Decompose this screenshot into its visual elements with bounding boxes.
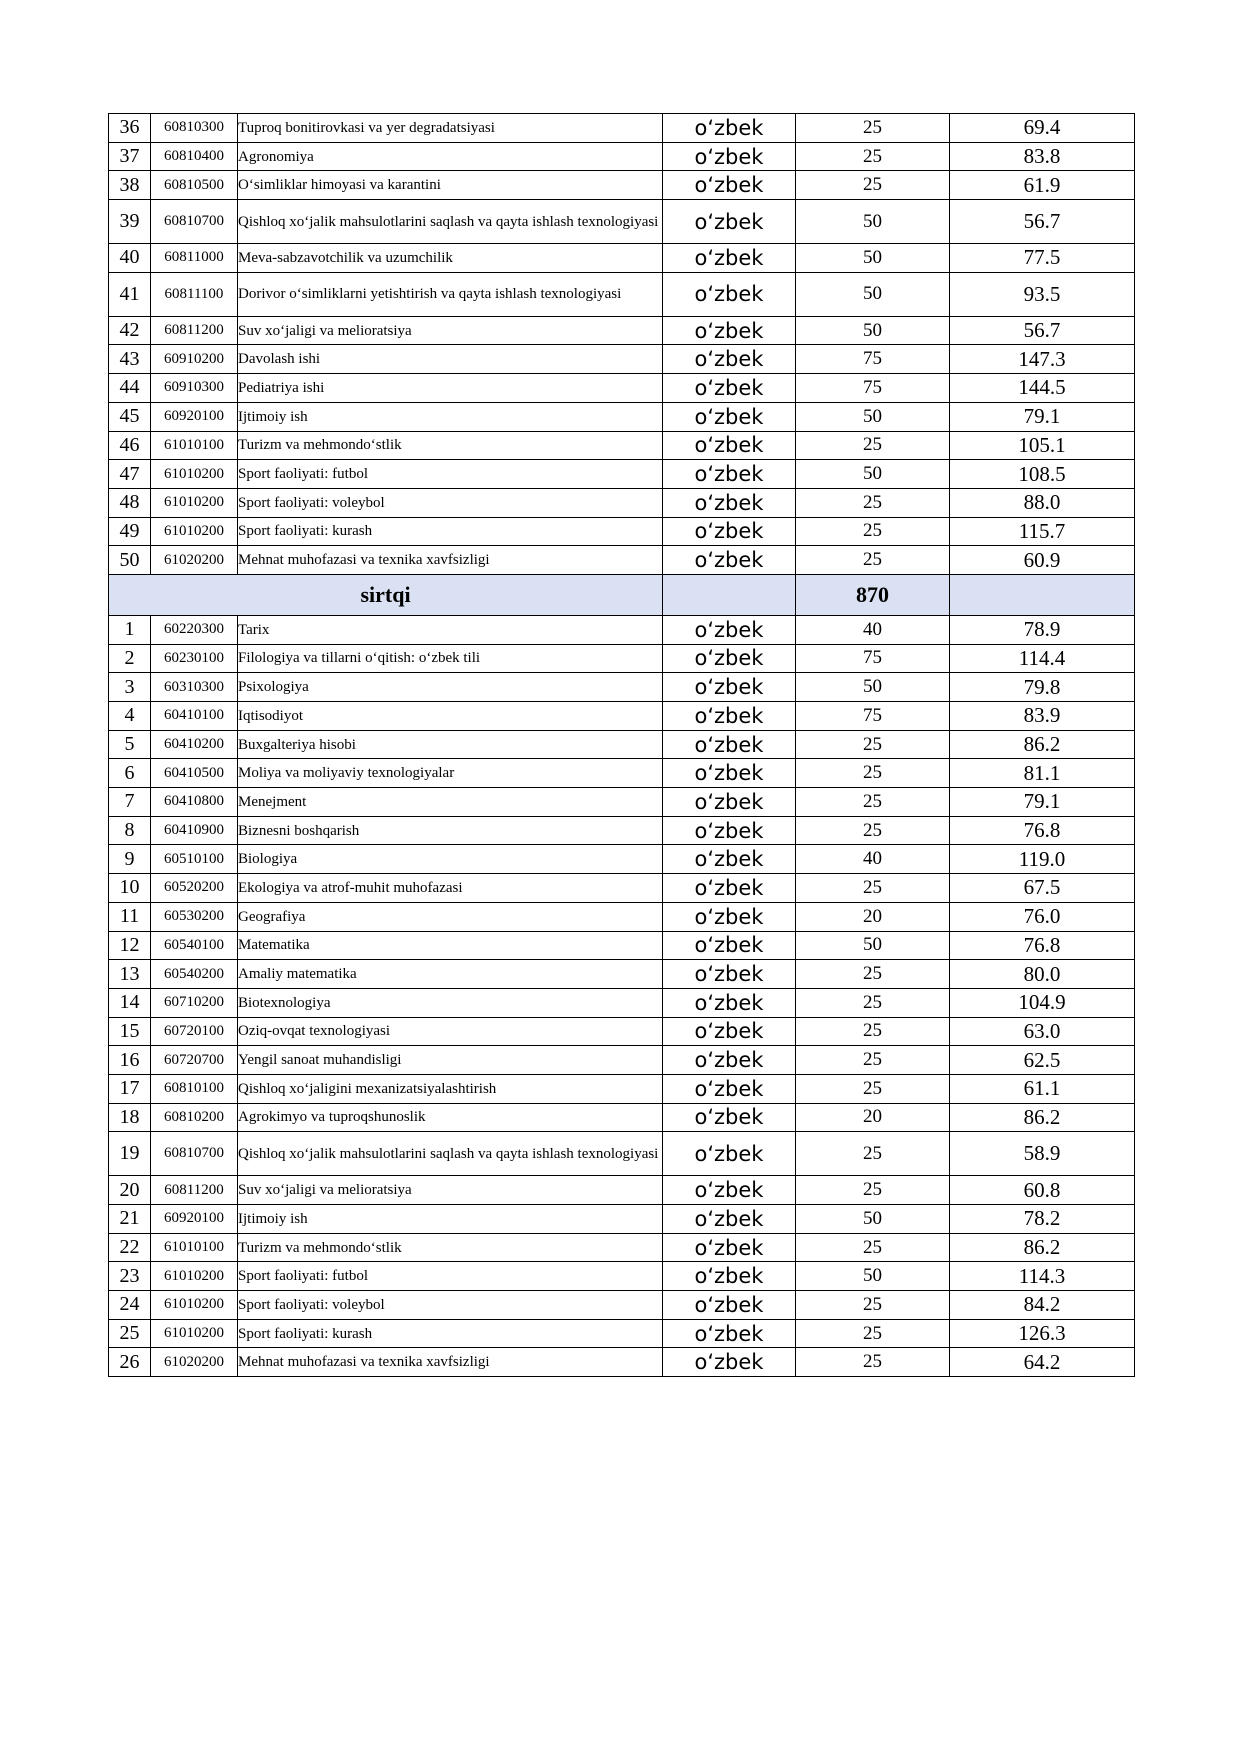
passing-score-cell: 67.5	[950, 874, 1135, 903]
language-cell: o‘zbek	[663, 114, 796, 143]
quota-cell: 25	[796, 960, 950, 989]
quota-cell: 25	[796, 1233, 950, 1262]
row-number-cell: 43	[109, 345, 151, 374]
row-number-cell: 13	[109, 960, 151, 989]
passing-score-cell: 104.9	[950, 988, 1135, 1017]
quota-cell: 25	[796, 171, 950, 200]
table-row	[109, 488, 1135, 517]
quota-cell: 50	[796, 316, 950, 345]
passing-score-cell: 79.1	[950, 788, 1135, 817]
quota-cell: 40	[796, 845, 950, 874]
specialty-code-cell: 60410100	[151, 702, 238, 731]
specialty-name-cell: Suv xo‘jaligi va melioratsiya	[238, 1176, 663, 1205]
section-empty-cell	[663, 574, 796, 615]
table-row	[109, 316, 1135, 345]
specialty-name-cell: Matematika	[238, 931, 663, 960]
language-cell: o‘zbek	[663, 788, 796, 817]
quota-cell: 25	[796, 517, 950, 546]
table-row	[109, 142, 1135, 171]
specialty-name-cell: Turizm va mehmondo‘stlik	[238, 431, 663, 460]
specialty-name-cell: Tarix	[238, 615, 663, 644]
passing-score-cell: 56.7	[950, 200, 1135, 244]
table-row	[109, 730, 1135, 759]
table-row	[109, 1319, 1135, 1348]
passing-score-cell: 62.5	[950, 1046, 1135, 1075]
specialty-code-cell: 61010100	[151, 1233, 238, 1262]
specialty-code-cell: 60920100	[151, 402, 238, 431]
quota-cell: 25	[796, 1074, 950, 1103]
specialty-code-cell: 60810700	[151, 1132, 238, 1176]
specialty-code-cell: 60310300	[151, 673, 238, 702]
table-row	[109, 673, 1135, 702]
table-row	[109, 1074, 1135, 1103]
specialty-name-cell: Geografiya	[238, 902, 663, 931]
row-number-cell: 2	[109, 644, 151, 673]
section-empty-cell	[950, 574, 1135, 615]
specialty-name-cell: Biotexnologiya	[238, 988, 663, 1017]
table-row	[109, 644, 1135, 673]
language-cell: o‘zbek	[663, 546, 796, 575]
specialty-name-cell: Moliya va moliyaviy texnologiyalar	[238, 759, 663, 788]
row-number-cell: 8	[109, 816, 151, 845]
passing-score-cell: 83.8	[950, 142, 1135, 171]
specialty-code-cell: 61010100	[151, 431, 238, 460]
passing-score-cell: 83.9	[950, 702, 1135, 731]
table-row	[109, 345, 1135, 374]
quota-cell: 50	[796, 272, 950, 316]
table-row	[109, 200, 1135, 244]
specialty-code-cell: 60810400	[151, 142, 238, 171]
quota-cell: 25	[796, 1348, 950, 1377]
quota-cell: 20	[796, 1103, 950, 1132]
table-row	[109, 546, 1135, 575]
specialty-name-cell: Tuproq bonitirovkasi va yer degradatsiyasi	[238, 114, 663, 143]
row-number-cell: 50	[109, 546, 151, 575]
table-row	[109, 1103, 1135, 1132]
specialty-name-cell: Sport faoliyati: voleybol	[238, 488, 663, 517]
table-row	[109, 788, 1135, 817]
specialty-code-cell: 60811200	[151, 316, 238, 345]
passing-score-cell: 78.9	[950, 615, 1135, 644]
passing-score-cell: 60.8	[950, 1176, 1135, 1205]
language-cell: o‘zbek	[663, 816, 796, 845]
passing-score-cell: 76.8	[950, 931, 1135, 960]
quota-cell: 25	[796, 1176, 950, 1205]
passing-score-cell: 60.9	[950, 546, 1135, 575]
row-number-cell: 38	[109, 171, 151, 200]
table-row	[109, 702, 1135, 731]
specialty-name-cell: Turizm va mehmondo‘stlik	[238, 1233, 663, 1262]
specialty-code-cell: 61020200	[151, 546, 238, 575]
passing-score-cell: 61.1	[950, 1074, 1135, 1103]
language-cell: o‘zbek	[663, 615, 796, 644]
language-cell: o‘zbek	[663, 960, 796, 989]
specialty-code-cell: 60230100	[151, 644, 238, 673]
language-cell: o‘zbek	[663, 517, 796, 546]
passing-score-cell: 147.3	[950, 345, 1135, 374]
passing-score-cell: 81.1	[950, 759, 1135, 788]
specialty-code-cell: 60540100	[151, 931, 238, 960]
quota-cell: 50	[796, 244, 950, 273]
row-number-cell: 9	[109, 845, 151, 874]
language-cell: o‘zbek	[663, 730, 796, 759]
quota-cell: 25	[796, 431, 950, 460]
specialty-code-cell: 60811200	[151, 1176, 238, 1205]
row-number-cell: 26	[109, 1348, 151, 1377]
quota-cell: 50	[796, 1205, 950, 1234]
passing-score-cell: 119.0	[950, 845, 1135, 874]
passing-score-cell: 79.1	[950, 402, 1135, 431]
passing-score-cell: 86.2	[950, 1103, 1135, 1132]
passing-score-cell: 86.2	[950, 1233, 1135, 1262]
passing-score-cell: 114.4	[950, 644, 1135, 673]
quota-cell: 25	[796, 759, 950, 788]
row-number-cell: 17	[109, 1074, 151, 1103]
row-number-cell: 6	[109, 759, 151, 788]
passing-score-cell: 93.5	[950, 272, 1135, 316]
table-body	[109, 114, 1135, 1377]
language-cell: o‘zbek	[663, 1074, 796, 1103]
language-cell: o‘zbek	[663, 1176, 796, 1205]
quota-cell: 50	[796, 931, 950, 960]
row-number-cell: 3	[109, 673, 151, 702]
language-cell: o‘zbek	[663, 988, 796, 1017]
table-row	[109, 1348, 1135, 1377]
section-title: sirtqi	[109, 574, 663, 615]
passing-score-cell: 63.0	[950, 1017, 1135, 1046]
language-cell: o‘zbek	[663, 1291, 796, 1320]
passing-score-cell: 88.0	[950, 488, 1135, 517]
passing-score-cell: 61.9	[950, 171, 1135, 200]
specialty-code-cell: 60810100	[151, 1074, 238, 1103]
language-cell: o‘zbek	[663, 272, 796, 316]
specialty-code-cell: 60811100	[151, 272, 238, 316]
quota-cell: 25	[796, 142, 950, 171]
language-cell: o‘zbek	[663, 200, 796, 244]
table-row	[109, 1233, 1135, 1262]
table-row	[109, 874, 1135, 903]
language-cell: o‘zbek	[663, 431, 796, 460]
table-row	[109, 244, 1135, 273]
row-number-cell: 48	[109, 488, 151, 517]
table-row	[109, 1262, 1135, 1291]
specialty-name-cell: Sport faoliyati: kurash	[238, 517, 663, 546]
row-number-cell: 49	[109, 517, 151, 546]
row-number-cell: 37	[109, 142, 151, 171]
table-row	[109, 902, 1135, 931]
specialty-name-cell: Davolash ishi	[238, 345, 663, 374]
table-row	[109, 759, 1135, 788]
specialty-code-cell: 60220300	[151, 615, 238, 644]
row-number-cell: 18	[109, 1103, 151, 1132]
quota-cell: 50	[796, 1262, 950, 1291]
row-number-cell: 23	[109, 1262, 151, 1291]
passing-score-cell: 108.5	[950, 460, 1135, 489]
passing-score-cell: 115.7	[950, 517, 1135, 546]
specialty-name-cell: Sport faoliyati: kurash	[238, 1319, 663, 1348]
row-number-cell: 41	[109, 272, 151, 316]
row-number-cell: 44	[109, 374, 151, 403]
specialty-code-cell: 61010200	[151, 488, 238, 517]
row-number-cell: 46	[109, 431, 151, 460]
quota-cell: 25	[796, 874, 950, 903]
table-row	[109, 931, 1135, 960]
passing-score-cell: 86.2	[950, 730, 1135, 759]
row-number-cell: 22	[109, 1233, 151, 1262]
row-number-cell: 10	[109, 874, 151, 903]
quota-cell: 40	[796, 615, 950, 644]
specialty-code-cell: 60810200	[151, 1103, 238, 1132]
language-cell: o‘zbek	[663, 702, 796, 731]
table-row	[109, 816, 1135, 845]
table-row	[109, 171, 1135, 200]
language-cell: o‘zbek	[663, 1233, 796, 1262]
specialty-name-cell: Suv xo‘jaligi va melioratsiya	[238, 316, 663, 345]
admission-table	[108, 113, 1135, 1377]
quota-cell: 50	[796, 673, 950, 702]
specialty-code-cell: 61010200	[151, 1291, 238, 1320]
specialty-name-cell: Sport faoliyati: voleybol	[238, 1291, 663, 1320]
quota-cell: 75	[796, 345, 950, 374]
specialty-code-cell: 60410900	[151, 816, 238, 845]
passing-score-cell: 69.4	[950, 114, 1135, 143]
table-row	[109, 1291, 1135, 1320]
specialty-name-cell: Psixologiya	[238, 673, 663, 702]
table-row	[109, 272, 1135, 316]
specialty-name-cell: Pediatriya ishi	[238, 374, 663, 403]
row-number-cell: 15	[109, 1017, 151, 1046]
row-number-cell: 12	[109, 931, 151, 960]
specialty-name-cell: Yengil sanoat muhandisligi	[238, 1046, 663, 1075]
specialty-name-cell: Filologiya va tillarni o‘qitish: o‘zbek tili	[238, 644, 663, 673]
specialty-code-cell: 61010200	[151, 1319, 238, 1348]
specialty-name-cell: Dorivor o‘simliklarni yetishtirish va qayta ishlash texnologiyasi	[238, 272, 663, 316]
language-cell: o‘zbek	[663, 673, 796, 702]
language-cell: o‘zbek	[663, 488, 796, 517]
specialty-code-cell: 61010200	[151, 460, 238, 489]
language-cell: o‘zbek	[663, 1046, 796, 1075]
table-row	[109, 517, 1135, 546]
row-number-cell: 1	[109, 615, 151, 644]
passing-score-cell: 76.8	[950, 816, 1135, 845]
quota-cell: 25	[796, 488, 950, 517]
quota-cell: 50	[796, 200, 950, 244]
quota-cell: 20	[796, 902, 950, 931]
row-number-cell: 20	[109, 1176, 151, 1205]
language-cell: o‘zbek	[663, 244, 796, 273]
table-row	[109, 402, 1135, 431]
specialty-code-cell: 60540200	[151, 960, 238, 989]
passing-score-cell: 78.2	[950, 1205, 1135, 1234]
specialty-name-cell: Iqtisodiyot	[238, 702, 663, 731]
row-number-cell: 19	[109, 1132, 151, 1176]
specialty-code-cell: 60920100	[151, 1205, 238, 1234]
specialty-code-cell: 60410800	[151, 788, 238, 817]
specialty-name-cell: Qishloq xo‘jalik mahsulotlarini saqlash va qayta ishlash texnologiyasi	[238, 1132, 663, 1176]
passing-score-cell: 79.8	[950, 673, 1135, 702]
language-cell: o‘zbek	[663, 1205, 796, 1234]
language-cell: o‘zbek	[663, 1262, 796, 1291]
specialty-code-cell: 60810300	[151, 114, 238, 143]
row-number-cell: 5	[109, 730, 151, 759]
table-row	[109, 1132, 1135, 1176]
specialty-code-cell: 60720700	[151, 1046, 238, 1075]
quota-cell: 25	[796, 1319, 950, 1348]
language-cell: o‘zbek	[663, 931, 796, 960]
row-number-cell: 21	[109, 1205, 151, 1234]
language-cell: o‘zbek	[663, 902, 796, 931]
specialty-name-cell: Biznesni boshqarish	[238, 816, 663, 845]
specialty-code-cell: 61020200	[151, 1348, 238, 1377]
quota-cell: 25	[796, 546, 950, 575]
language-cell: o‘zbek	[663, 759, 796, 788]
language-cell: o‘zbek	[663, 171, 796, 200]
quota-cell: 25	[796, 1046, 950, 1075]
table-row	[109, 431, 1135, 460]
quota-cell: 75	[796, 374, 950, 403]
specialty-name-cell: Menejment	[238, 788, 663, 817]
language-cell: o‘zbek	[663, 460, 796, 489]
row-number-cell: 39	[109, 200, 151, 244]
passing-score-cell: 56.7	[950, 316, 1135, 345]
passing-score-cell: 76.0	[950, 902, 1135, 931]
table-row	[109, 1017, 1135, 1046]
specialty-name-cell: Mehnat muhofazasi va texnika xavfsizligi	[238, 546, 663, 575]
specialty-name-cell: Amaliy matematika	[238, 960, 663, 989]
language-cell: o‘zbek	[663, 1103, 796, 1132]
specialty-code-cell: 60811000	[151, 244, 238, 273]
row-number-cell: 24	[109, 1291, 151, 1320]
language-cell: o‘zbek	[663, 316, 796, 345]
quota-cell: 25	[796, 1291, 950, 1320]
passing-score-cell: 77.5	[950, 244, 1135, 273]
table-row	[109, 374, 1135, 403]
row-number-cell: 47	[109, 460, 151, 489]
language-cell: o‘zbek	[663, 845, 796, 874]
table-row	[109, 114, 1135, 143]
passing-score-cell: 126.3	[950, 1319, 1135, 1348]
section-total: 870	[796, 574, 950, 615]
specialty-name-cell: Sport faoliyati: futbol	[238, 460, 663, 489]
row-number-cell: 45	[109, 402, 151, 431]
specialty-name-cell: Agrokimyo va tuproqshunoslik	[238, 1103, 663, 1132]
language-cell: o‘zbek	[663, 142, 796, 171]
language-cell: o‘zbek	[663, 1132, 796, 1176]
language-cell: o‘zbek	[663, 644, 796, 673]
row-number-cell: 42	[109, 316, 151, 345]
table-row	[109, 960, 1135, 989]
passing-score-cell: 58.9	[950, 1132, 1135, 1176]
language-cell: o‘zbek	[663, 345, 796, 374]
specialty-name-cell: Qishloq xo‘jaligini mexanizatsiyalashtirish	[238, 1074, 663, 1103]
row-number-cell: 25	[109, 1319, 151, 1348]
table-row	[109, 988, 1135, 1017]
quota-cell: 25	[796, 988, 950, 1017]
language-cell: o‘zbek	[663, 402, 796, 431]
specialty-code-cell: 60410500	[151, 759, 238, 788]
specialty-code-cell: 60910300	[151, 374, 238, 403]
specialty-name-cell: Mehnat muhofazasi va texnika xavfsizligi	[238, 1348, 663, 1377]
specialty-code-cell: 60530200	[151, 902, 238, 931]
specialty-name-cell: Ijtimoiy ish	[238, 402, 663, 431]
row-number-cell: 14	[109, 988, 151, 1017]
specialty-name-cell: Meva-sabzavotchilik va uzumchilik	[238, 244, 663, 273]
quota-cell: 50	[796, 460, 950, 489]
quota-cell: 25	[796, 114, 950, 143]
passing-score-cell: 105.1	[950, 431, 1135, 460]
specialty-code-cell: 60520200	[151, 874, 238, 903]
quota-cell: 25	[796, 1132, 950, 1176]
specialty-code-cell: 60720100	[151, 1017, 238, 1046]
row-number-cell: 11	[109, 902, 151, 931]
row-number-cell: 7	[109, 788, 151, 817]
row-number-cell: 16	[109, 1046, 151, 1075]
passing-score-cell: 64.2	[950, 1348, 1135, 1377]
passing-score-cell: 114.3	[950, 1262, 1135, 1291]
passing-score-cell: 80.0	[950, 960, 1135, 989]
quota-cell: 75	[796, 702, 950, 731]
row-number-cell: 40	[109, 244, 151, 273]
language-cell: o‘zbek	[663, 1017, 796, 1046]
quota-cell: 25	[796, 788, 950, 817]
specialty-name-cell: Biologiya	[238, 845, 663, 874]
specialty-code-cell: 61010200	[151, 517, 238, 546]
specialty-code-cell: 60410200	[151, 730, 238, 759]
quota-cell: 25	[796, 730, 950, 759]
specialty-code-cell: 61010200	[151, 1262, 238, 1291]
table-row	[109, 1046, 1135, 1075]
table-row	[109, 845, 1135, 874]
specialty-name-cell: Sport faoliyati: futbol	[238, 1262, 663, 1291]
specialty-code-cell: 60910200	[151, 345, 238, 374]
section-row	[109, 574, 1135, 615]
specialty-name-cell: Ijtimoiy ish	[238, 1205, 663, 1234]
quota-cell: 50	[796, 402, 950, 431]
table-row	[109, 1205, 1135, 1234]
language-cell: o‘zbek	[663, 874, 796, 903]
language-cell: o‘zbek	[663, 1348, 796, 1377]
quota-cell: 75	[796, 644, 950, 673]
quota-cell: 25	[796, 816, 950, 845]
specialty-name-cell: Oziq-ovqat texnologiyasi	[238, 1017, 663, 1046]
specialty-code-cell: 60810500	[151, 171, 238, 200]
specialty-code-cell: 60710200	[151, 988, 238, 1017]
language-cell: o‘zbek	[663, 374, 796, 403]
specialty-name-cell: Qishloq xo‘jalik mahsulotlarini saqlash va qayta ishlash texnologiyasi	[238, 200, 663, 244]
specialty-name-cell: Ekologiya va atrof-muhit muhofazasi	[238, 874, 663, 903]
specialty-name-cell: O‘simliklar himoyasi va karantini	[238, 171, 663, 200]
row-number-cell: 36	[109, 114, 151, 143]
passing-score-cell: 84.2	[950, 1291, 1135, 1320]
row-number-cell: 4	[109, 702, 151, 731]
language-cell: o‘zbek	[663, 1319, 796, 1348]
passing-score-cell: 144.5	[950, 374, 1135, 403]
specialty-name-cell: Buxgalteriya hisobi	[238, 730, 663, 759]
quota-cell: 25	[796, 1017, 950, 1046]
specialty-name-cell: Agronomiya	[238, 142, 663, 171]
specialty-code-cell: 60510100	[151, 845, 238, 874]
table-row	[109, 460, 1135, 489]
table-row	[109, 1176, 1135, 1205]
table-row	[109, 615, 1135, 644]
specialty-code-cell: 60810700	[151, 200, 238, 244]
